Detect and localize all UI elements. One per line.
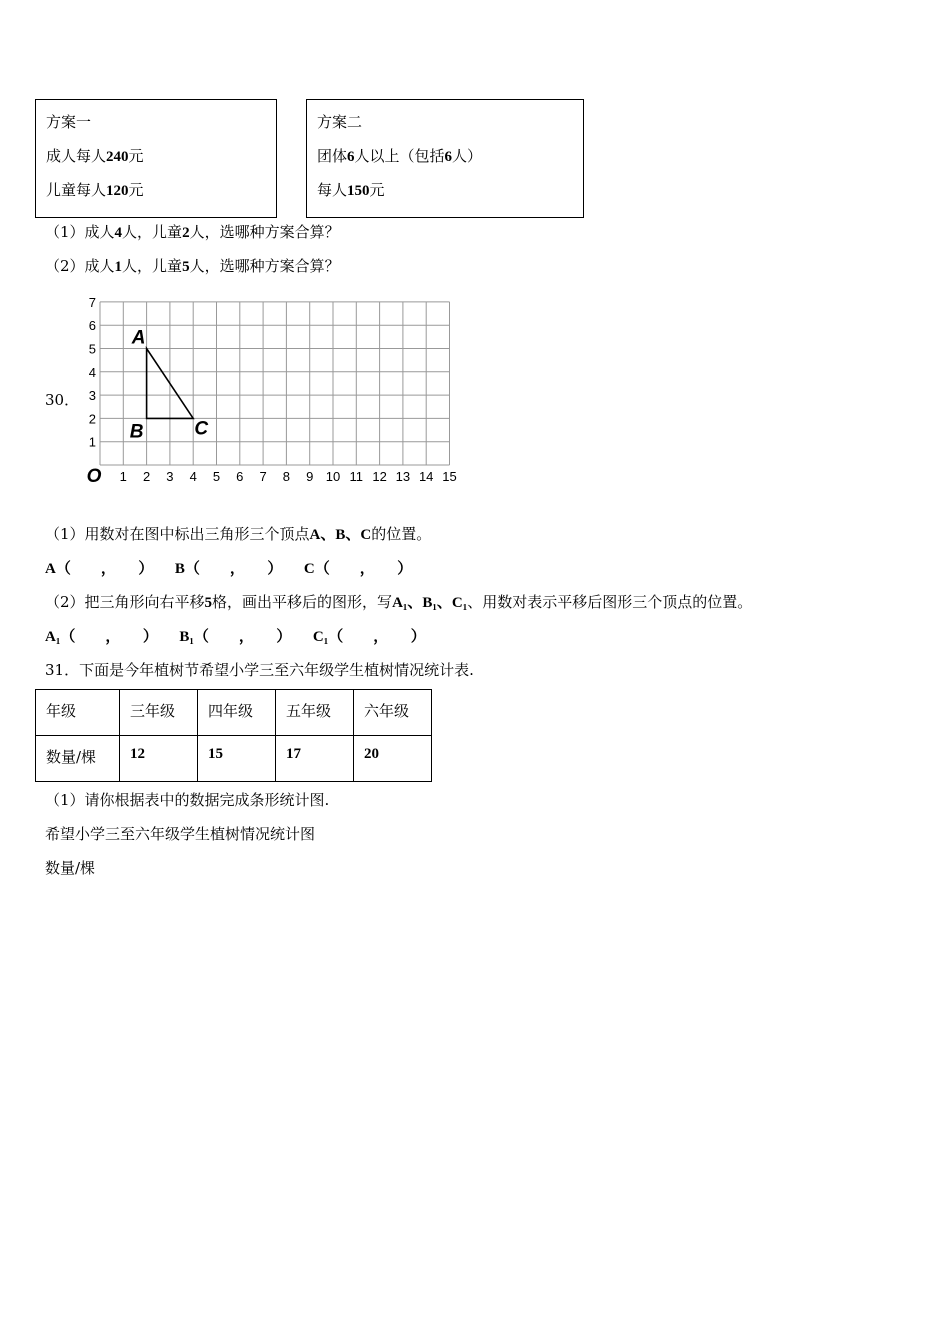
x-tick-label: 15 (442, 469, 457, 484)
x-tick-label: 13 (395, 469, 411, 484)
chart-ylabel: 数量/棵 (45, 859, 96, 877)
x-tick-label: 14 (418, 469, 434, 484)
row-label: 数量/棵 (36, 736, 120, 782)
vertex-label: B (129, 421, 144, 443)
header-cell: 三年级 (120, 690, 198, 736)
value-cell: 20 (354, 736, 432, 782)
plan2-title: 方案二 (317, 113, 363, 131)
value-cell: 17 (276, 736, 354, 782)
y-tick-label: 7 (88, 294, 96, 310)
planting-table (35, 689, 432, 782)
vertex-label: A (131, 327, 146, 349)
plan2-box (306, 99, 584, 218)
plan2-each: 每人150元 (317, 181, 385, 199)
x-tick-label: 5 (212, 469, 221, 484)
plan2-group: 团体6人以上（包括6人） (317, 147, 483, 165)
x-tick-label: 1 (119, 469, 127, 484)
q29-sub1: （1）成人4人，儿童2人，选哪种方案合算？ (45, 223, 340, 241)
header-cell: 年级 (36, 690, 120, 736)
plan1-child: 儿童每人120元 (46, 181, 144, 199)
blank-c1[interactable]: C₁（ ， ） (312, 629, 426, 645)
y-tick-label: 2 (88, 411, 96, 427)
q30-blanks1 (45, 557, 412, 578)
x-tick-label: 6 (236, 469, 244, 484)
x-tick-label: 11 (349, 469, 364, 484)
q30-sub1: （1）用数对在图中标出三角形三个顶点A、B、C的位置。 (45, 525, 432, 543)
q29-sub2: （2）成人1人，儿童5人，选哪种方案合算？ (45, 257, 340, 275)
table-row (36, 736, 432, 782)
q31-title: 31．下面是今年植树节希望小学三至六年级学生植树情况统计表. (45, 661, 474, 679)
y-tick-label: 6 (88, 318, 96, 334)
blank-b[interactable]: B（ ， ） (174, 561, 283, 577)
coordinate-grid (80, 292, 470, 492)
blank-a[interactable]: A（ ， ） (45, 561, 154, 577)
q31-sub1: （1）请你根据表中的数据完成条形统计图. (45, 791, 330, 809)
blank-b1[interactable]: B₁（ ， ） (179, 629, 292, 645)
q30-number: 30． (45, 391, 80, 409)
header-cell: 六年级 (354, 690, 432, 736)
value-cell: 15 (198, 736, 276, 782)
x-tick-label: 3 (166, 469, 174, 484)
y-tick-label: 1 (88, 434, 96, 450)
y-tick-label: 5 (88, 341, 96, 357)
header-cell: 四年级 (198, 690, 276, 736)
blank-a1[interactable]: A₁（ ， ） (45, 629, 158, 645)
chart-title: 希望小学三至六年级学生植树情况统计图 (45, 825, 316, 843)
vertex-label: C (194, 418, 209, 440)
origin-label: O (86, 466, 102, 487)
x-tick-label: 8 (282, 469, 291, 484)
y-tick-label: 4 (88, 364, 96, 380)
plan1-box (35, 99, 277, 218)
table-header-row (36, 690, 432, 736)
x-tick-label: 9 (306, 469, 314, 484)
q30-blanks2 (45, 625, 426, 646)
x-tick-label: 7 (259, 469, 267, 484)
x-tick-label: 4 (189, 469, 197, 484)
x-tick-label: 10 (325, 469, 341, 484)
y-tick-label: 3 (88, 388, 96, 404)
x-tick-label: 2 (142, 469, 151, 484)
value-cell: 12 (120, 736, 198, 782)
plan1-title: 方案一 (46, 113, 92, 131)
x-tick-label: 12 (372, 469, 387, 484)
blank-c[interactable]: C（ ， ） (303, 561, 413, 577)
header-cell: 五年级 (276, 690, 354, 736)
q30-sub2: （2）把三角形向右平移5格，画出平移后的图形，写A₁、B₁、C₁、用数对表示平移后图形三个顶点的位置。 (45, 593, 753, 611)
plan1-adult: 成人每人240元 (46, 147, 144, 165)
